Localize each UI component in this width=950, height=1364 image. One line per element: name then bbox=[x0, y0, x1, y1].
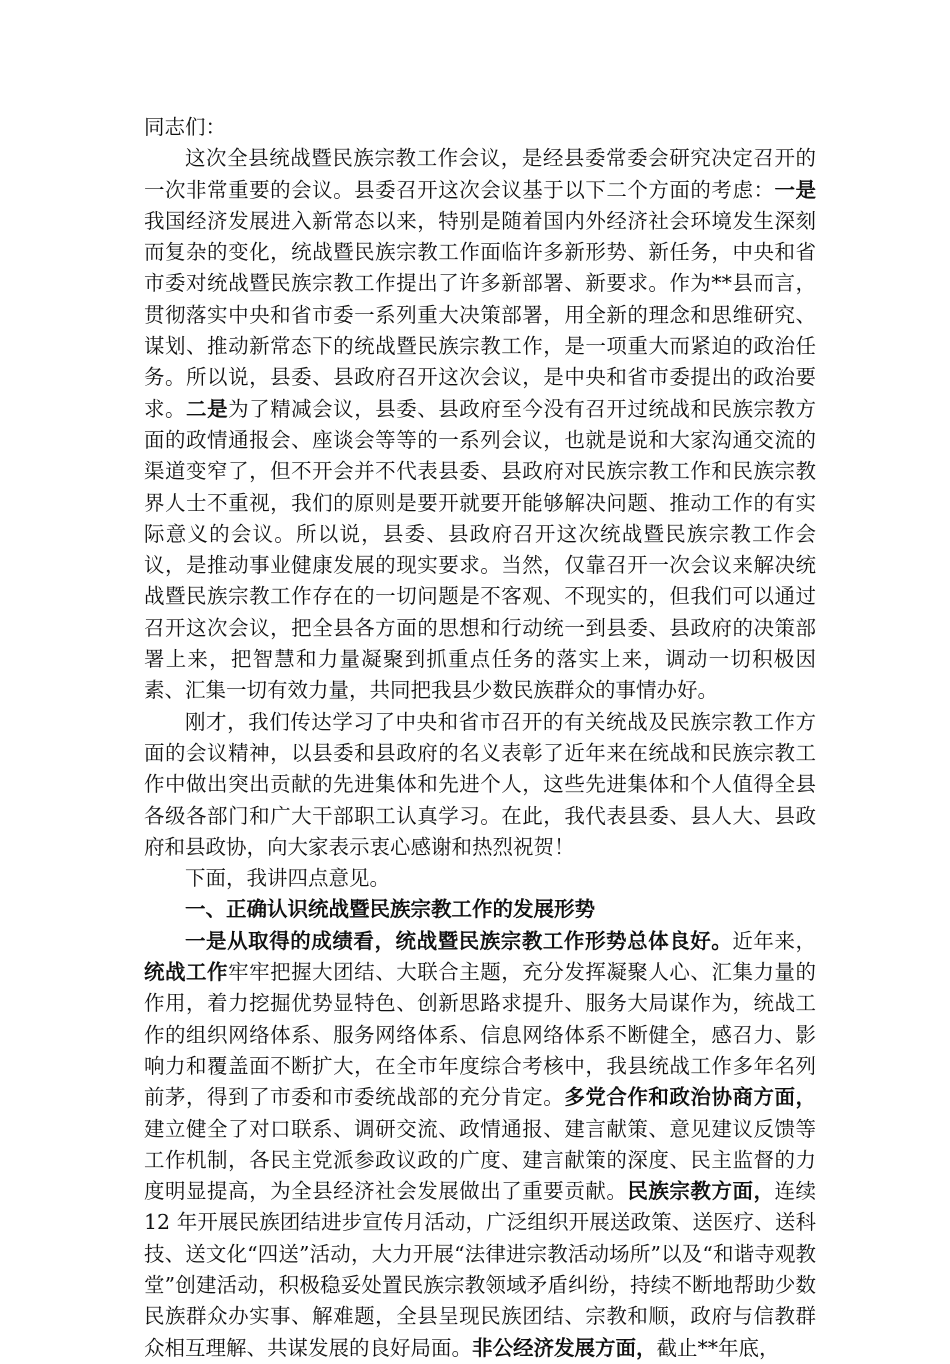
text-run: 我国经济发展进入新常态以来，特别是随着国内外经济社会环境发生深刻而复杂的变化，统战暨民族宗教工作面临许多新形势、新任务，中央和省市委对统战暨民族宗教工作提出了许多新部署、新要求。作为**县而言，贯彻落实中央和省市委一系列重大决策部署，用全新的理念和思维研究、谋划、推动新常态下的统战暨民族宗教工作，是一项重大而紧迫的政治任务。所以说，县委、县政府召开这次会议，是中央和省市委提出的政治要求。 bbox=[144, 208, 816, 421]
text-run: 这次全县统战暨民族宗教工作会议，是经县委常委会研究决定召开的一次非常重要的会议。县委召开这次会议基于以下二个方面的考虑： bbox=[144, 146, 816, 202]
text-run: 连续 12 年开展民族团结进步宣传月活动，广泛组织开展送政策、送医疗、送科技、送文化“四送”活动，大力开展“法律进宗教活动场所”以及“和谐寺观教堂”创建活动，积极稳妥处置民族宗教领域矛盾纠纷，持续不断地帮助少数民族群众办实事、解难题，全县呈现民族团结、宗教和顺，政府与信教群众相互理解、共谋发展的良好局面。 bbox=[144, 1179, 817, 1360]
bold-lead-sentence: 一是从取得的成绩看，统战暨民族宗教工作形势总体良好。 bbox=[185, 928, 733, 953]
bold-marker-first: 一是 bbox=[774, 177, 817, 202]
paragraph-four-points: 下面，我讲四点意见。 bbox=[185, 866, 390, 891]
text-run: 为了精减会议，县委、县政府至今没有召开过统战和民族宗教方面的政情通报会、座谈会等等的一系列会议，也就是说和大家沟通交流的渠道变窄了，但不开会并不代表县委、县政府对民族宗教工作和民族宗教界人士不重视，我们的原则是要开就要开能够解决问题、推动工作的有实际意义的会议。所以说，县委、县政府召开这次统战暨民族宗教工作会议，是推动事业健康发展的现实要求。当然，仅靠召开一次会议来解决统战暨民族宗教工作存在的一切问题是不客观、不现实的，但我们可以通过召开这次会议，把全县各方面的思想和行动统一到县委、县政府的决策部署上来，把智慧和力量凝聚到抓重点任务的落实上来，调动一切积极因素、汇集一切有效力量，共同把我县少数民族群众的事情办好。 bbox=[144, 396, 817, 703]
document-page bbox=[144, 112, 816, 1364]
section-heading-1: 一、正确认识统战暨民族宗教工作的发展形势 bbox=[185, 897, 595, 922]
paragraph-achievements bbox=[144, 926, 816, 1364]
bold-topic-ethnic-religion: 民族宗教方面， bbox=[627, 1179, 775, 1204]
paragraph-meeting-purpose bbox=[144, 143, 816, 706]
text-run: 截止**年底， bbox=[656, 1335, 780, 1360]
bold-topic-united-front: 统战工作 bbox=[144, 960, 229, 985]
text-run: 近年来， bbox=[732, 928, 816, 953]
text-run: 牢牢把握大团结、大联合主题，充分发挥凝聚人心、汇集力量的作用，着力挖掘优势显特色、创新思路求提升、服务大局谋作为，统战工作的组织网络体系、服务网络体系、信息网络体系不断健全，感召力、影响力和覆盖面不断扩大，在全市年度综合考核中，我县统战工作多年名列前茅，得到了市委和市委统战部的充分肯定。 bbox=[144, 960, 817, 1110]
bold-topic-private-economy: 非公经济发展方面， bbox=[472, 1335, 657, 1360]
text-run: 建立健全了对口联系、调研交流、政情通报、建言献策、意见建议反馈等工作机制，各民主党派参政议政的广度、建言献策的深度、民主监督的力度明显提高，为全县经济社会发展做出了重要贡献。 bbox=[144, 1116, 816, 1204]
bold-marker-second: 二是 bbox=[186, 396, 229, 421]
bold-topic-multiparty: 多党合作和政治协商方面， bbox=[564, 1085, 817, 1110]
salutation: 同志们： bbox=[144, 115, 226, 139]
paragraph-commendation: 刚才，我们传达学习了中央和省市召开的有关统战及民族宗教工作方面的会议精神，以县委和县政府的名义表彰了近年来在统战和民族宗教工作中做出突出贡献的先进集体和先进个人，这些先进集体和个人值得全县各级各部门和广大干部职工认真学习。在此，我代表县委、县人大、县政府和县政协，向大家表示衷心感谢和热烈祝贺！ bbox=[144, 709, 816, 859]
